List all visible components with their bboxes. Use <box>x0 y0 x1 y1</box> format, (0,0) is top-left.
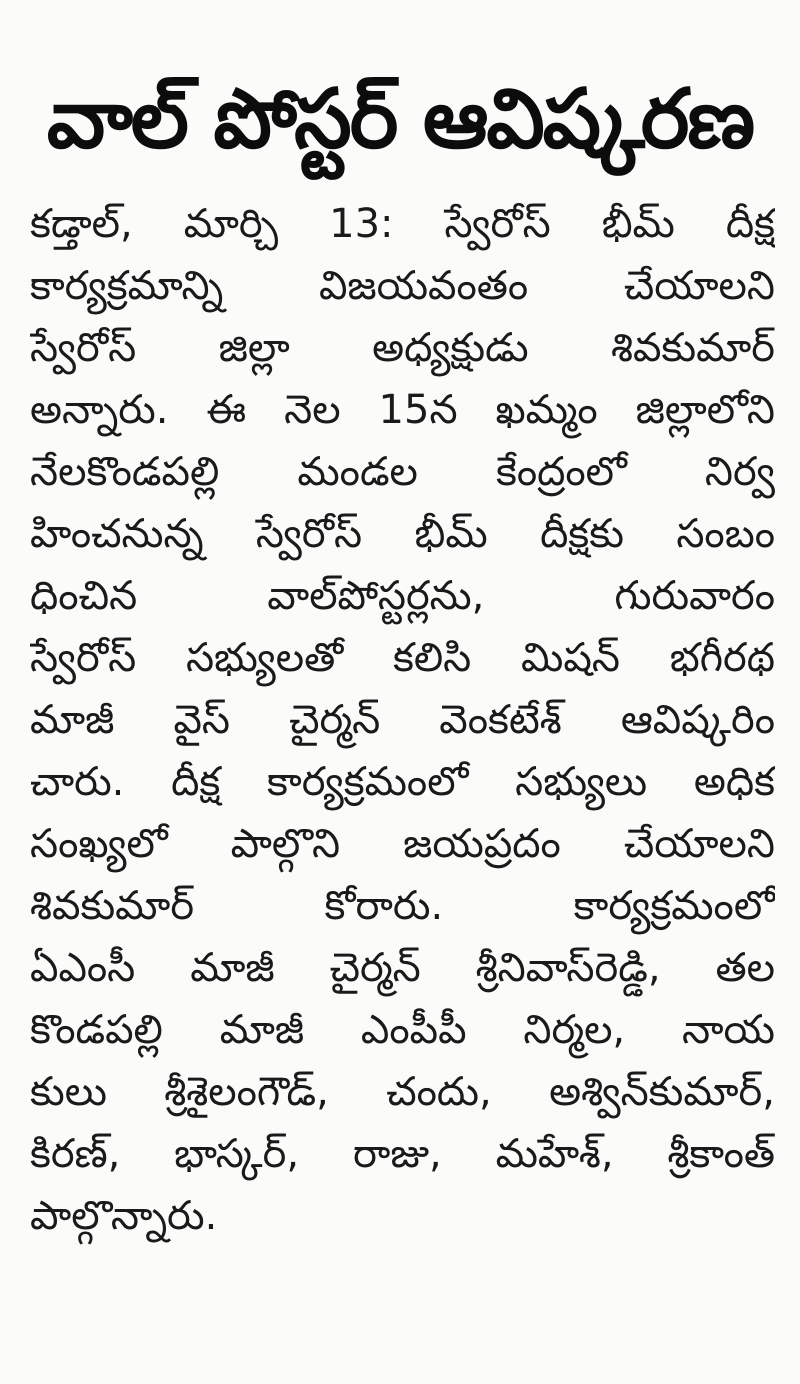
headline: వాల్ పోస్టర్ ఆవిష్కరణ <box>46 72 754 167</box>
article-line: స్వేరోస్ జిల్లా అధ్యక్షుడు శివకుమార్ <box>30 325 775 371</box>
article-line: సంఖ్యలో పాల్గొని జయప్రదం చేయాలని <box>30 821 775 867</box>
article-line: స్వేరోస్ సభ్యులతో కలిసి మిషన్ భగీరథ <box>30 635 775 681</box>
article-line: కిరణ్, భాస్కర్, రాజు, మహేశ్, శ్రీకాంత్ <box>30 1131 775 1177</box>
article-line: కడ్తాల్, మార్చి 13: స్వేరోస్ భీమ్ దీక్ష <box>30 201 775 247</box>
article-line: అన్నారు. ఈ నెల 15న ఖమ్మం జిల్లాలోని <box>30 387 775 433</box>
article-line: నేలకొండపల్లి మండల కేంద్రంలో నిర్వ <box>30 449 775 495</box>
article-line: మాజీ వైస్ చైర్మన్ వెంకటేశ్ ఆవిష్కరిం <box>30 697 775 743</box>
article-line: చారు. దీక్ష కార్యక్రమంలో సభ్యులు అధిక <box>30 759 775 805</box>
article-line: ఏఎంసీ మాజీ చైర్మన్ శ్రీనివాస్‌రెడ్డి, తల <box>30 945 775 991</box>
article-line: కొండపల్లి మాజీ ఎంపీపీ నిర్మల, నాయ <box>30 1007 775 1053</box>
article-line: శివకుమార్ కోరారు. కార్యక్రమంలో <box>30 883 775 929</box>
article-line: కార్యక్రమాన్ని విజయవంతం చేయాలని <box>30 263 775 309</box>
article-line: పాల్గొన్నారు. <box>30 1193 218 1239</box>
article-body <box>30 193 775 1247</box>
article-line: ధించిన వాల్‌పోస్టర్లను, గురువారం <box>30 573 775 619</box>
article-line: కులు శ్రీశైలంగౌడ్, చందు, అశ్విన్‌కుమార్, <box>30 1069 775 1115</box>
article-line: హించనున్న స్వేరోస్ భీమ్ దీక్షకు సంబం <box>30 511 775 557</box>
